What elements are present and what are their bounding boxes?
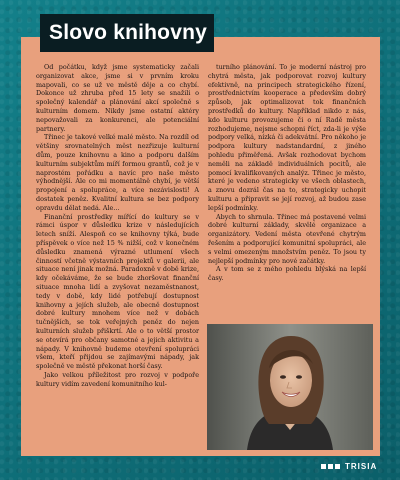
portrait-illustration [207, 324, 373, 450]
paragraph: A v tom se z mého pohledu blýská na lepší časy. [208, 265, 366, 283]
paragraph: Abych to shrnula. Třinec má postavené velmi dobré kulturní základy, skvělé organizace a organizátory. Vedení města otevřené chytrým řešením a podporující komunitní spolupráci, ale s velmi omezeným množstvím peněz. To jsou ty nejlepší podmínky pro nové začátky. [208, 212, 366, 265]
article-column-left [36, 63, 199, 388]
article-column-right [208, 63, 366, 283]
author-photo [207, 324, 373, 450]
paragraph: Od počátku, když jsme systematicky začali organizovat akce, jsme si v prvním kroku mapovali, co se už ve městě děje a co chybí. Dokonce už zhruba před 15 lety se snažili o společný kalendář a plánování akcí společně s kulturním domem. Nikdy jsme ostatní aktéry nepovažovali za konkurenci, ale potenciální partnery. [36, 63, 199, 133]
paragraph: Třinec je takové velké malé město. Na rozdíl od většiny srovnatelných měst nezřizuje kulturní dům, pouze knihovnu a kino a podporu dalším kulturním subjektům míří formou grantů, což je v naprostém pořádku a navíc pro naše město výhodnější. Ale co mi momentálně chybí, je větší propojení a spolupráce, a více nezávislosti! A dostatek peněz. Kvalitní kultura se bez podpory opravdu dělat nedá. Ale… [36, 133, 199, 212]
trisia-logo-icon [321, 464, 340, 469]
brand-logo [321, 459, 377, 473]
brand-name: TRISIA [345, 461, 378, 471]
article-title: Slovo knihovny [40, 14, 214, 52]
paragraph: Jako velkou příležitost pro rozvoj v podpoře kultury vidím zavedení komunitního kul- [36, 370, 199, 388]
paragraph: turního plánování. To je moderní nástroj pro chytrá města, jak podporovat rozvoj kultury efektivně, na principech strategického řízení, prostřednictvím kooperace a především dobrý způsob, jak optimalizovat tok finančních prostředků do kultury. Například nikdo z nás, kdo kulturu provozujeme či o ní Radě města rozhodujeme, nejsme schopni říct, zda-li je výše podpory velká, nízká či adekvátní. Pro někoho je podpora kultury nadstandardní, z jiného pohledu přiměřená. Avšak rozhodovat bychom neměli na základě individuálních pocitů, ale pomocí kvalifikovaných analýz. Třinec je město, které je vedeno strategicky ve všech oblastech, a znovu dozrál čas na to, strategicky uchopit kulturu a připravit se její rozvoj, až budou zase lepší podmínky. [208, 63, 366, 212]
paragraph: Finanční prostředky mířící do kultury se v rámci úspor v důsledku krize v následujících letech sníží. Alespoň co se knihovny týká, bude příspěvek o více než 15 % nižší, což v konečném důsledku znamená výrazné utlumení všech činností včetně výstavních projektů v galerii, ale situace není jinak možná. Paradoxně v době krize, kdy očekáváme, že se bude zhoršovat finanční situace mnoha lidí a zvyšovat nezaměstnanost, tedy v době, kdy lidé potřebují dostupnost knihovny a jejích služeb, ale obecně dostupnost dobré kultury mnohem více než v dobách tučnějších, se tok veřejných peněz do nejen kulturních služeb přiškrtí. Ale o to větší prostor se otevírá pro občany samotné a jejich aktivitu a nápady. V knihovně budeme otevření spolupráci všem, kteří přijdou se zajímavými nápady, jak společně ve městě překonat horší časy. [36, 212, 199, 371]
